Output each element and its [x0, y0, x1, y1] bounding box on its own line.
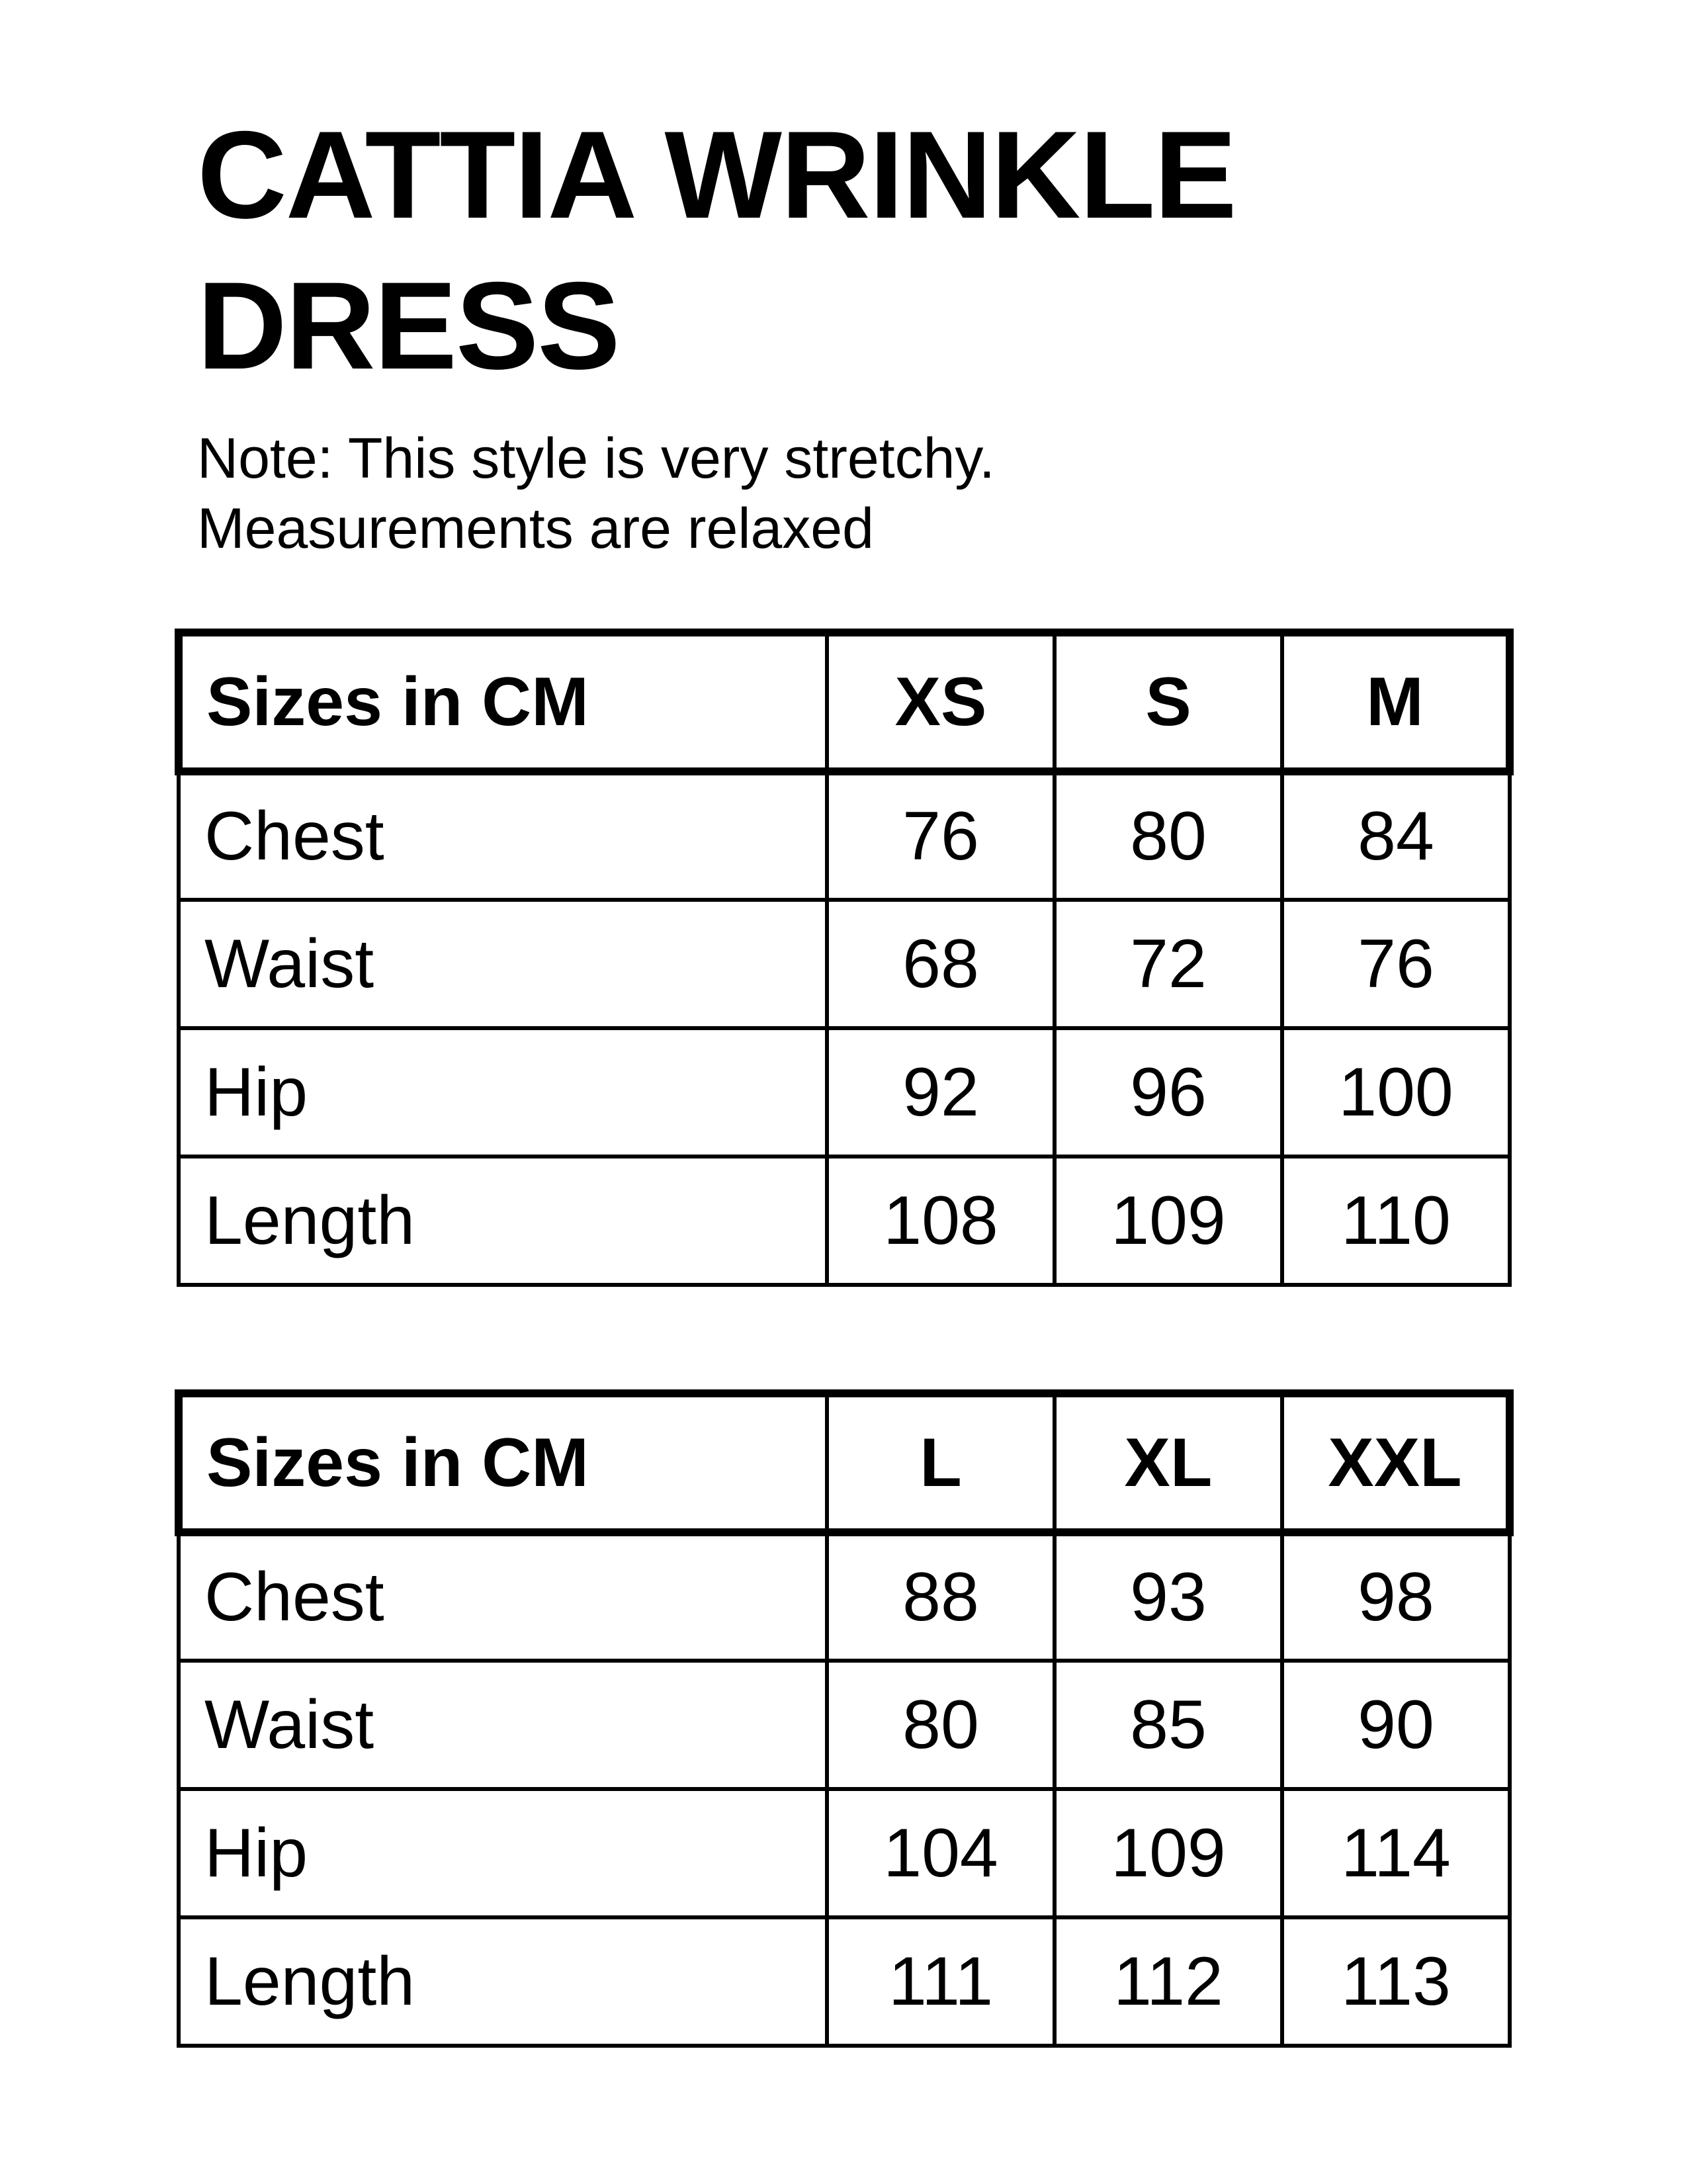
- table-row: [179, 900, 1510, 1028]
- measurement-cell: 96: [1055, 1028, 1282, 1157]
- row-label: Waist: [179, 900, 827, 1028]
- measurement-cell: 80: [827, 1661, 1055, 1789]
- table-row: [179, 1028, 1510, 1157]
- measurement-cell: 112: [1055, 1917, 1282, 2046]
- measurement-cell: 72: [1055, 900, 1282, 1028]
- measurement-cell: 113: [1282, 1917, 1510, 2046]
- measurement-cell: 104: [827, 1789, 1055, 1917]
- note-line-1: Note: This style is very stretchy.: [197, 427, 995, 490]
- measurement-cell: 76: [827, 771, 1055, 900]
- measurement-cell: 84: [1282, 771, 1510, 900]
- size-table-xs-s-m: [175, 629, 1514, 1287]
- header-cell-size: S: [1055, 633, 1282, 771]
- table-header-row: [179, 1393, 1510, 1532]
- row-label: Chest: [179, 1532, 827, 1661]
- measurement-cell: 98: [1282, 1532, 1510, 1661]
- header-cell-label: Sizes in CM: [179, 633, 827, 771]
- row-label: Length: [179, 1157, 827, 1285]
- measurement-cell: 108: [827, 1157, 1055, 1285]
- measurement-cell: 92: [827, 1028, 1055, 1157]
- row-label: Length: [179, 1917, 827, 2046]
- measurement-cell: 85: [1055, 1661, 1282, 1789]
- table-row: [179, 1917, 1510, 2046]
- measurement-cell: 109: [1055, 1157, 1282, 1285]
- measurement-cell: 111: [827, 1917, 1055, 2046]
- measurement-cell: 114: [1282, 1789, 1510, 1917]
- measurement-cell: 110: [1282, 1157, 1510, 1285]
- title-line-1: CATTIA WRINKLE: [197, 105, 1236, 244]
- row-label: Hip: [179, 1028, 827, 1157]
- measurement-cell: 90: [1282, 1661, 1510, 1789]
- note-line-2: Measurements are relaxed: [197, 497, 874, 560]
- table-row: [179, 1661, 1510, 1789]
- measurement-cell: 80: [1055, 771, 1282, 900]
- measurement-cell: 88: [827, 1532, 1055, 1661]
- header-cell-size: M: [1282, 633, 1510, 771]
- row-label: Waist: [179, 1661, 827, 1789]
- measurement-cell: 68: [827, 900, 1055, 1028]
- size-table-l-xl-xxl: [175, 1389, 1514, 2048]
- header-cell-size: XS: [827, 633, 1055, 771]
- row-label: Chest: [179, 771, 827, 900]
- measurement-cell: 76: [1282, 900, 1510, 1028]
- measurement-cell: 109: [1055, 1789, 1282, 1917]
- header-cell-size: XXL: [1282, 1393, 1510, 1532]
- measurement-cell: 100: [1282, 1028, 1510, 1157]
- header-cell-size: XL: [1055, 1393, 1282, 1532]
- table-row: [179, 1157, 1510, 1285]
- page-title: [197, 99, 1236, 401]
- table-row: [179, 771, 1510, 900]
- table-row: [179, 1532, 1510, 1661]
- table-row: [179, 1789, 1510, 1917]
- title-line-2: DRESS: [197, 256, 619, 395]
- row-label: Hip: [179, 1789, 827, 1917]
- header-cell-size: L: [827, 1393, 1055, 1532]
- header-cell-label: Sizes in CM: [179, 1393, 827, 1532]
- table-header-row: [179, 633, 1510, 771]
- measurement-cell: 93: [1055, 1532, 1282, 1661]
- stretch-note: [197, 423, 995, 564]
